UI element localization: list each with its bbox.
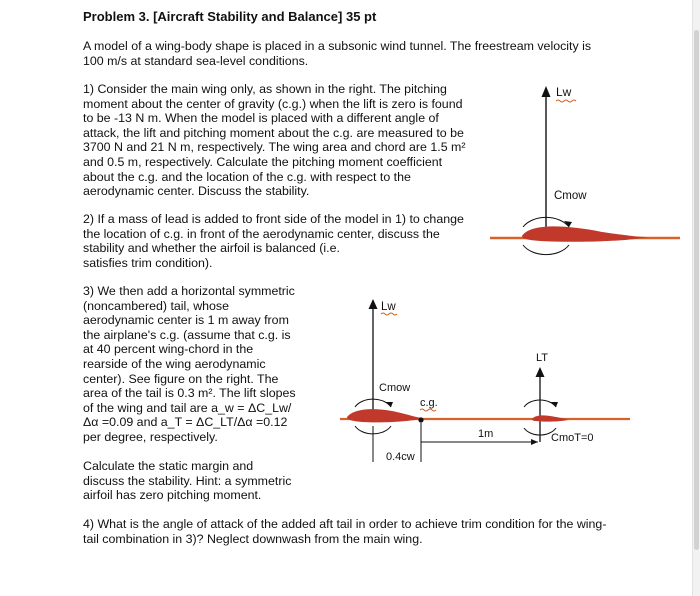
wing-airfoil: [347, 409, 424, 422]
distance-label: 1m: [478, 428, 494, 440]
lift-arrow-head: [542, 86, 551, 97]
cg-underline: [420, 409, 436, 411]
part3b-line: airfoil has zero pitching moment.: [83, 488, 262, 503]
scrollbar[interactable]: [692, 0, 700, 596]
tail-lift-arrow-head: [536, 367, 545, 377]
part3b-line: discuss the stability. Hint: a symmetric: [83, 473, 292, 488]
intro-line: 100 m/s at standard sea-level conditions.: [83, 53, 309, 68]
part3-line: aerodynamic center is 1 m away from: [83, 313, 289, 328]
part1-line: moment about the center of gravity (c.g.) when the lift is zero is found: [83, 96, 463, 111]
wing-moment-arc-head: [386, 402, 393, 407]
part1-line: attack, the lift and pitching moment about the c.g. are measured to be: [83, 125, 464, 140]
tail-moment-arc-head: [551, 402, 558, 407]
wing-lift-underline: [381, 313, 397, 315]
intro-paragraph: [83, 39, 591, 68]
part3-line: per degree, respectively.: [83, 429, 218, 444]
part1-line: and 0.5 m, respectively. Calculate the pitching moment coefficient: [83, 154, 443, 169]
tail-airfoil: [532, 415, 568, 421]
part1-line: 1) Consider the main wing only, as shown in the right. The pitching: [83, 82, 447, 96]
figure-wing-only: [480, 75, 680, 255]
part1-line: to be -13 N m. When the model is placed with a different angle of: [83, 111, 439, 126]
part2-line: satisfies trim condition).: [83, 255, 213, 270]
moment-arc-bottom: [523, 245, 569, 255]
scrollbar-thumb[interactable]: [694, 30, 699, 550]
part4-paragraph: [83, 517, 606, 546]
part2-line: 2) If a mass of lead is added to front side of the model in 1) to change: [83, 212, 464, 226]
figure-wing-tail: [300, 290, 630, 475]
tail-moment-label: CmoT=0: [551, 432, 594, 444]
cg-label: c.g.: [420, 397, 438, 409]
part3-line: Δα =0.09 and a_T = ΔC_LT/Δα =0.12: [83, 415, 288, 430]
part1-line: aerodynamic center. Discuss the stability.: [83, 184, 310, 199]
problem-title: Problem 3. [Aircraft Stability and Balance] 35 pt: [83, 9, 377, 24]
tail-lift-label: LT: [536, 352, 549, 364]
wing-lift-label: Lw: [381, 301, 396, 313]
part2-line: the location of c.g. in front of the aerodynamic center, discuss the: [83, 226, 440, 241]
part1-paragraph: [83, 82, 465, 199]
part3-line: rearside of the wing aerodynamic: [83, 356, 266, 371]
part2-line: stability and whether the airfoil is balanced (i.e.: [83, 241, 340, 256]
intro-line: A model of a wing-body shape is placed in a subsonic wind tunnel. The freestream velocity is: [83, 39, 592, 53]
offset-label: 0.4cw: [386, 451, 415, 463]
wing-moment-label: Cmow: [379, 382, 411, 394]
part3-line: at 40 percent wing-chord in the: [83, 342, 254, 357]
part3-paragraph: [83, 284, 296, 445]
part3-line: center). See figure on the right. The: [83, 371, 279, 386]
part1-line: about the c.g. and the location of the c.g. with respect to the: [83, 169, 411, 184]
part3b-line: Calculate the static margin and: [83, 459, 254, 473]
part4-line: 4) What is the angle of attack of the added aft tail in order to achieve trim condition for the wing-: [83, 517, 607, 531]
moment-label: Cmow: [554, 190, 587, 202]
lift-label: Lw: [556, 85, 572, 99]
cg-point: [418, 417, 423, 422]
part3-question: [83, 459, 291, 503]
part3-line: the airplane's c.g. (assume that c.g. is: [83, 327, 291, 342]
distance-arrow-head: [531, 439, 538, 445]
lift-label-underline: [556, 100, 576, 102]
part2-paragraph: [83, 212, 464, 270]
part3-line: (noncambered) tail, whose: [83, 298, 230, 313]
part3-line: of the wing and tail are a_w = ΔC_Lw/: [83, 400, 292, 415]
part3-line: 3) We then add a horizontal symmetric: [83, 284, 295, 298]
part1-line: 3700 N and 21 N m, respectively. The wing area and chord are 1.5 m²: [83, 140, 466, 155]
part4-line: tail combination in 3)? Neglect downwash from the main wing.: [83, 531, 423, 546]
part3-line: area of the tail is 0.3 m². The lift slopes: [83, 386, 296, 401]
wing-lift-arrow-head: [369, 299, 378, 309]
airfoil-shape: [522, 226, 648, 241]
